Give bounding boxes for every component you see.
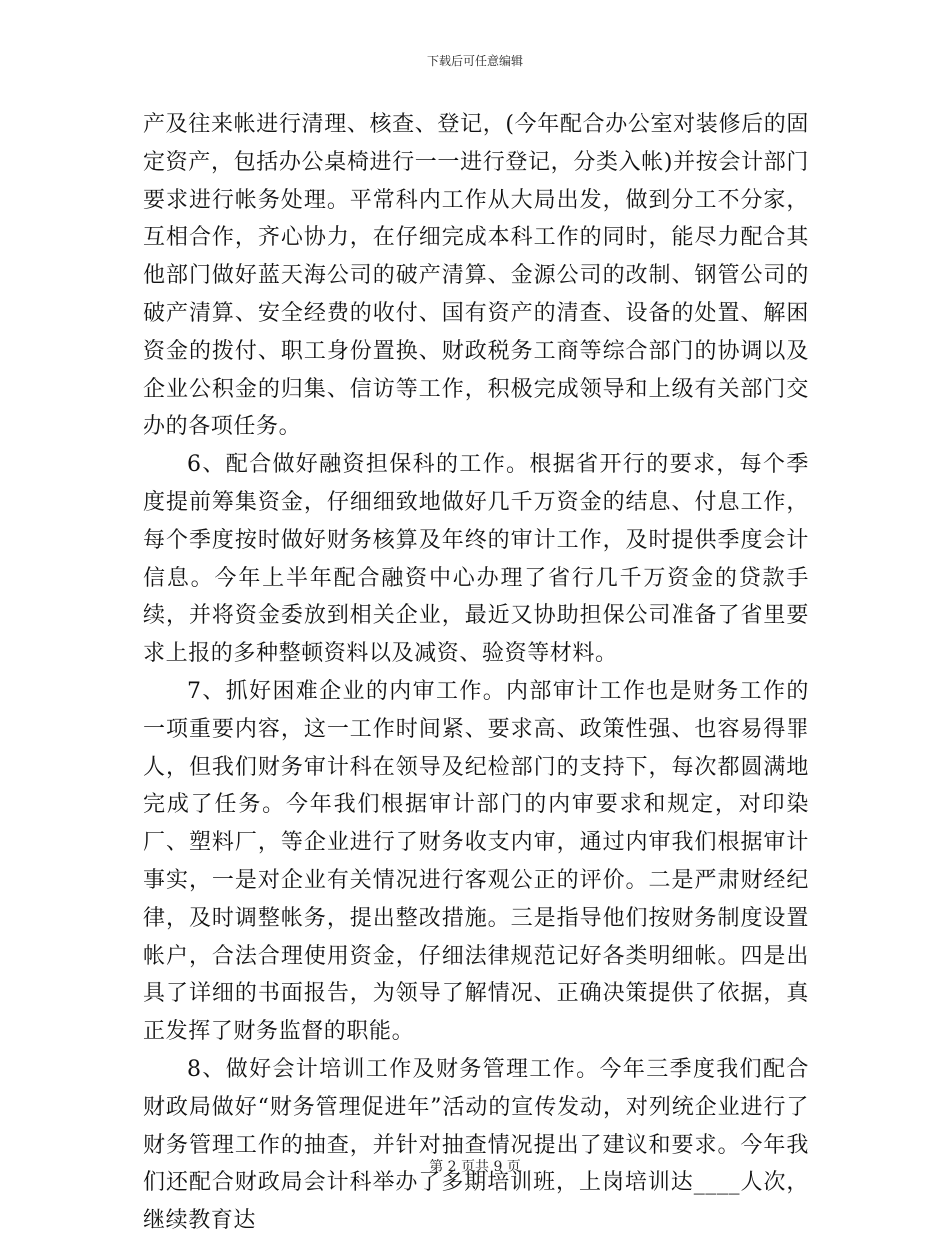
page-header: 下载后可任意编辑 (426, 54, 523, 68)
paragraph-item-6: 6、配合做好融资担保科的工作。根据省开行的要求，每个季度提前筹集资金，仔细细致地做好几千万资金的结息、付息工作，每个季度按时做好财务核算及年终的审计工作，及时提供季度会计信息。今年上半年配合融资中心办理了省行几千万资金的贷款手续，并将资金委放到相关企业，最近又协助担保公司准备了省里要求上报的多种整顿资料以及减资、验资等材料。 (143, 452, 809, 667)
paragraph-continuation: 产及往来帐进行清理、核查、登记，(今年配合办公室对装修后的固定资产，包括办公桌椅进行一一进行登记，分类入帐)并按会计部门要求进行帐务处理。平常科内工作从大局出发，做到分工不分家，互相合作，齐心协力，在仔细完成本科工作的同时，能尽力配合其他部门做好蓝天海公司的破产清算、金源公司的改制、钢管公司的破产清算、安全经费的收付、国有资产的清查、设备的处置、解困资金的拨付、职工身份置换、财政税务工商等综合部门的协调以及企业公积金的归集、信访等工作，积极完成领导和上级有关部门交办的各项任务。 (143, 112, 809, 440)
paragraph-item-7: 7、抓好困难企业的内审工作。内部审计工作也是财务工作的一项重要内容，这一工作时间紧、要求高、政策性强、也容易得罪人，但我们财务审计科在领导及纪检部门的支持下，每次都圆满地完成了任务。今年我们根据审计部门的内审要求和规定，对印染厂、塑料厂，等企业进行了财务收支内审，通过内审我们根据审计事实，一是对企业有关情况进行客观公正的评价。二是严肃财经纪律，及时调整帐务，提出整改措施。三是指导他们按财务制度设置帐户，合法合理使用资金，仔细法律规范记好各类明细帐。四是出具了详细的书面报告，为领导了解情况、正确决策提供了依据，真正发挥了财务监督的职能。 (143, 678, 809, 1045)
paragraph-item-8: 8、做好会计培训工作及财务管理工作。今年三季度我们配合财政局做好“财务管理促进年”活动的宣传发动，对列统企业进行了财务管理工作的抽查，并针对抽查情况提出了建议和要求。今年我们还配合财政局会计科举办了多期培训班，上岗培训达____人次，继续教育达 (143, 1056, 809, 1234)
document-body (143, 106, 809, 1240)
page-footer: 第 2 页共 9 页 (429, 1159, 521, 1175)
